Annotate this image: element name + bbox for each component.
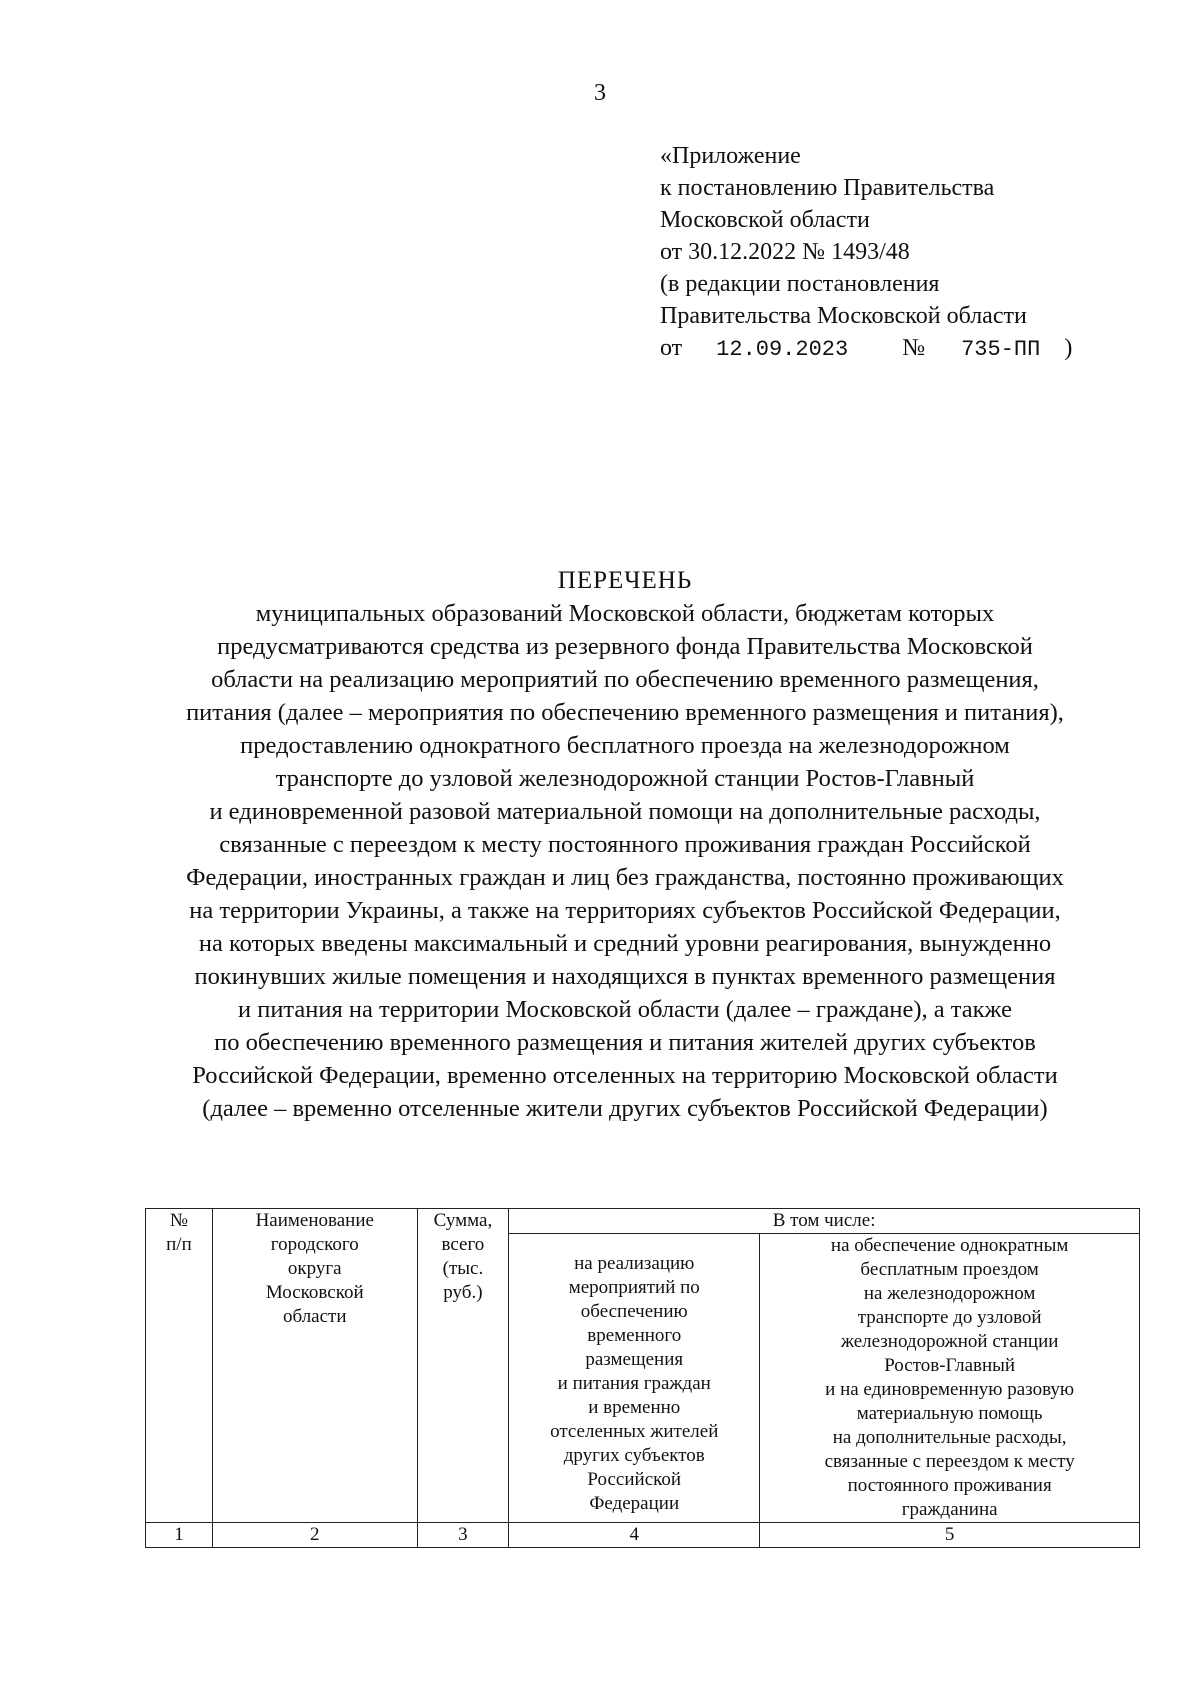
header-line: постоянного проживания [847, 1475, 1052, 1496]
header-line: транспорте до узловой [857, 1307, 1042, 1328]
header-line: руб.) [443, 1282, 483, 1303]
description-line: питания (далее – мероприятия по обеспечению временного размещения и питания), [186, 699, 1064, 726]
edition-number: 735-ПП [961, 337, 1041, 362]
header-line: размещения [585, 1349, 684, 1370]
description-line: покинувших жилые помещения и находящихся в пунктах временного размещения [194, 963, 1056, 990]
column-number: 1 [146, 1523, 213, 1548]
description-line: области на реализацию мероприятий по обеспечению временного размещения, [211, 666, 1039, 693]
description-line: и питания на территории Московской области (далее – граждане), а также [237, 996, 1013, 1023]
header-placement [509, 1234, 760, 1523]
header-line: отселенных жителей [550, 1421, 719, 1442]
column-number: 5 [760, 1523, 1140, 1548]
header-line: мероприятий по [568, 1277, 700, 1298]
attachment-line: «Приложение [660, 143, 801, 169]
header-number [146, 1209, 213, 1523]
header-line: связанные с переездом к месту [824, 1451, 1075, 1472]
header-line: п/п [166, 1234, 192, 1255]
header-line: материальную помощь [856, 1403, 1043, 1424]
header-sum [417, 1209, 509, 1523]
header-line: временного [587, 1325, 682, 1346]
header-line: области [283, 1306, 347, 1327]
header-line: гражданина [901, 1499, 998, 1520]
description-line: (далее – временно отселенные жители других субъектов Российской Федерации) [202, 1095, 1048, 1122]
header-line: Российской [587, 1469, 682, 1490]
description-line: муниципальных образований Московской области, бюджетам которых [255, 600, 995, 627]
description-line: связанные с переездом к месту постоянного проживания граждан Российской [219, 831, 1031, 858]
description-line: предусматриваются средства из резервного фонда Правительства Московской [217, 633, 1033, 660]
attachment-line: Правительства Московской области [660, 303, 1027, 329]
edition-number-sign: № [902, 335, 926, 361]
document-title: ПЕРЕЧЕНЬ [557, 567, 693, 594]
description-line: транспорте до узловой железнодорожной станции Ростов-Главный [275, 765, 975, 792]
header-line: всего [441, 1234, 485, 1255]
column-numbers-row [146, 1523, 1140, 1548]
column-number: 2 [212, 1523, 417, 1548]
municipalities-table [145, 1208, 1140, 1548]
header-line: и временно [588, 1397, 681, 1418]
header-line: на обеспечение однократным [830, 1235, 1069, 1256]
header-line: (тыс. [442, 1258, 484, 1279]
header-line: Федерации [589, 1493, 680, 1514]
table-header-row [146, 1209, 1140, 1234]
description-line: на которых введены максимальный и средний уровни реагирования, вынужденно [198, 930, 1052, 957]
description-line: Федерации, иностранных граждан и лиц без гражданства, постоянно проживающих [186, 864, 1064, 891]
attachment-line: (в редакции постановления [660, 271, 940, 297]
header-line: Сумма, [433, 1210, 493, 1231]
header-line: городского [270, 1234, 359, 1255]
description-line: Российской Федерации, временно отселенных на территорию Московской области [192, 1062, 1058, 1089]
header-line: Московской [265, 1282, 364, 1303]
header-line: Ростов-Главный [884, 1355, 1016, 1376]
header-line: бесплатным проездом [860, 1259, 1039, 1280]
attachment-line: Московской области [660, 207, 870, 233]
header-line: других субъектов [563, 1445, 705, 1466]
page-number: 3 [594, 80, 606, 106]
header-travel-aid [760, 1234, 1140, 1523]
header-line: на дополнительные расходы, [832, 1427, 1067, 1448]
edition-prefix: от [660, 335, 683, 361]
attachment-line: от 30.12.2022 № 1493/48 [660, 239, 910, 265]
header-name [212, 1209, 417, 1523]
header-line: обеспечению [580, 1301, 688, 1322]
header-line: на реализацию [574, 1253, 695, 1274]
header-line: и на единовременную разовую [825, 1379, 1075, 1400]
column-number: 4 [509, 1523, 760, 1548]
description-line: предоставлению однократного бесплатного проезда на железнодорожном [240, 732, 1010, 759]
header-line: и питания граждан [557, 1373, 711, 1394]
header-line: железнодорожной станции [840, 1331, 1059, 1352]
edition-closing: ) [1064, 335, 1073, 361]
description-line: и единовременной разовой материальной помощи на дополнительные расходы, [209, 798, 1041, 825]
document-description [90, 597, 1160, 1125]
header-group: В том числе: [509, 1209, 1140, 1234]
header-line: Наименование [255, 1210, 374, 1231]
header-line: на железнодорожном [863, 1283, 1036, 1304]
description-line: на территории Украины, а также на территориях субъектов Российской Федерации, [189, 897, 1061, 924]
header-line: № [169, 1210, 188, 1231]
header-line: округа [287, 1258, 342, 1279]
title-block [90, 565, 1160, 1125]
attachment-line: к постановлению Правительства [660, 175, 995, 201]
description-line: по обеспечению временного размещения и питания жителей других субъектов [214, 1029, 1036, 1056]
attachment-edition-line [660, 332, 1160, 366]
column-number: 3 [417, 1523, 509, 1548]
edition-date: 12.09.2023 [716, 337, 849, 362]
attachment-block [660, 140, 1160, 366]
